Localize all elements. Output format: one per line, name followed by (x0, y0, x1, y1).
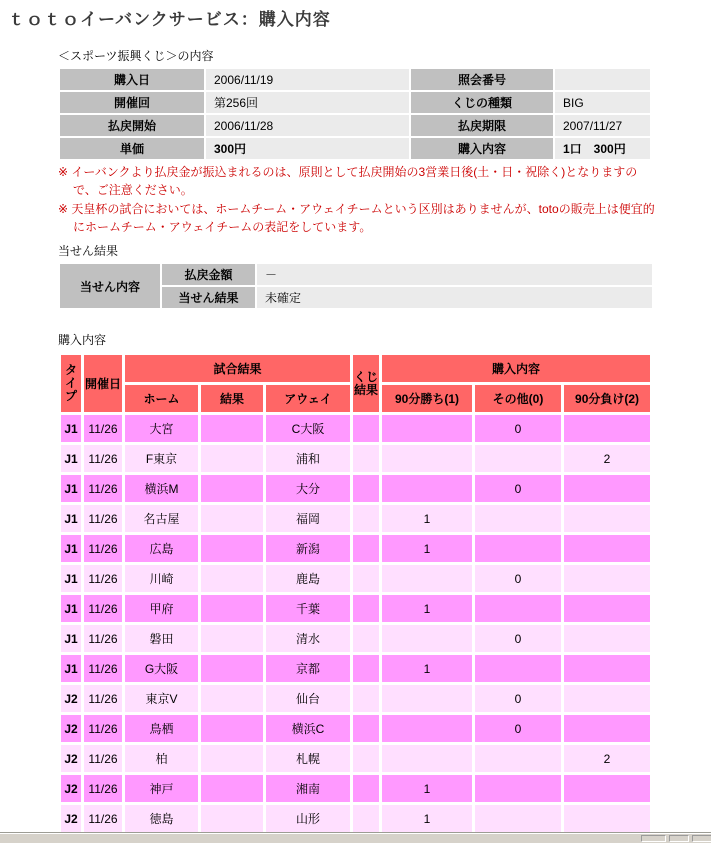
match-cell-date: 11/26 (84, 805, 122, 832)
match-cell-date: 11/26 (84, 505, 122, 532)
match-cell-result (201, 775, 263, 802)
match-cell-kuji (353, 805, 379, 832)
match-row (61, 535, 650, 562)
inquiry-number-value (555, 69, 650, 90)
match-cell-away: 清水 (266, 625, 350, 652)
match-cell-other (475, 805, 561, 832)
match-cell-other: 0 (475, 565, 561, 592)
match-cell-type: J1 (61, 415, 81, 442)
winning-result-heading: 当せん結果 (58, 244, 119, 258)
summary-row (60, 115, 650, 136)
match-cell-lose (564, 535, 650, 562)
away-column-header: アウェイ (266, 385, 350, 412)
match-cell-kuji (353, 685, 379, 712)
match-cell-win: 1 (382, 775, 472, 802)
notice-emperors-cup: ※ 天皇杯の試合においては、ホームチーム・アウェイチームという区別はありませんが、totoの販売上は便宜的にホームチーム・アウェイチームの表記をしています。 (58, 202, 655, 234)
match-cell-lose (564, 685, 650, 712)
match-row (61, 685, 650, 712)
win90-column-header: 90分勝ち(1) (382, 385, 472, 412)
match-cell-result (201, 685, 263, 712)
summary-row (60, 69, 650, 90)
purchase-group-header: 購入内容 (382, 355, 650, 382)
match-row (61, 715, 650, 742)
match-cell-type: J2 (61, 745, 81, 772)
match-cell-home: F東京 (125, 445, 198, 472)
match-cell-win (382, 715, 472, 742)
payout-amount-value: － (257, 264, 652, 285)
match-cell-away: 札幌 (266, 745, 350, 772)
home-column-header: ホーム (125, 385, 198, 412)
kuji-result-column-header: くじ結果 (353, 355, 379, 412)
match-cell-other (475, 535, 561, 562)
payout-deadline-value: 2007/11/27 (555, 115, 650, 136)
match-cell-type: J1 (61, 655, 81, 682)
match-cell-result (201, 475, 263, 502)
summary-row (60, 92, 650, 113)
purchase-content-heading: 購入内容 (58, 333, 107, 347)
match-cell-type: J1 (61, 595, 81, 622)
match-cell-result (201, 805, 263, 832)
match-cell-away: 湘南 (266, 775, 350, 802)
match-result-group-header: 試合結果 (125, 355, 350, 382)
match-cell-type: J1 (61, 475, 81, 502)
match-cell-lose (564, 805, 650, 832)
match-cell-lose: 2 (564, 745, 650, 772)
match-cell-home: 柏 (125, 745, 198, 772)
match-cell-home: 横浜M (125, 475, 198, 502)
match-cell-win: 1 (382, 655, 472, 682)
match-row (61, 775, 650, 802)
match-cell-away: 横浜C (266, 715, 350, 742)
match-cell-date: 11/26 (84, 775, 122, 802)
match-cell-lose (564, 415, 650, 442)
match-cell-kuji (353, 715, 379, 742)
match-cell-date: 11/26 (84, 655, 122, 682)
match-cell-kuji (353, 745, 379, 772)
match-cell-kuji (353, 505, 379, 532)
match-cell-away: 千葉 (266, 595, 350, 622)
match-cell-kuji (353, 775, 379, 802)
match-row (61, 595, 650, 622)
match-cell-type: J2 (61, 715, 81, 742)
match-cell-win (382, 625, 472, 652)
match-cell-type: J1 (61, 535, 81, 562)
payout-start-label: 払戻開始 (60, 115, 204, 136)
payout-amount-label: 払戻金額 (162, 264, 255, 285)
match-cell-away: 鹿島 (266, 565, 350, 592)
result-column-header: 結果 (201, 385, 263, 412)
match-cell-other: 0 (475, 685, 561, 712)
match-cell-date: 11/26 (84, 745, 122, 772)
match-cell-result (201, 745, 263, 772)
payout-deadline-label: 払戻期限 (411, 115, 553, 136)
lose90-column-header: 90分負け(2) (564, 385, 650, 412)
match-cell-away: 仙台 (266, 685, 350, 712)
purchase-date-label: 購入日 (60, 69, 204, 90)
purchase-content-value: 1口 300円 (555, 138, 650, 159)
purchase-content-table (58, 352, 653, 835)
winning-result-value: 未確定 (257, 287, 652, 308)
match-cell-date: 11/26 (84, 535, 122, 562)
match-cell-lose (564, 595, 650, 622)
match-cell-lose (564, 655, 650, 682)
match-cell-away: 京都 (266, 655, 350, 682)
match-cell-lose (564, 565, 650, 592)
match-cell-lose (564, 475, 650, 502)
date-column-header: 開催日 (84, 355, 122, 412)
match-cell-win (382, 685, 472, 712)
match-cell-home: 徳島 (125, 805, 198, 832)
lottery-type-value: BIG (555, 92, 650, 113)
winning-result-row (60, 264, 652, 285)
match-row (61, 565, 650, 592)
match-row (61, 505, 650, 532)
status-bar (0, 832, 711, 843)
match-cell-home: 名古屋 (125, 505, 198, 532)
match-cell-type: J1 (61, 445, 81, 472)
status-bar-pane (669, 835, 689, 842)
match-cell-kuji (353, 415, 379, 442)
match-cell-result (201, 535, 263, 562)
purchase-date-value: 2006/11/19 (206, 69, 409, 90)
lottery-section-label: ＜スポーツ振興くじ＞の内容 (58, 49, 214, 63)
unit-price-label: 単価 (60, 138, 204, 159)
match-cell-other (475, 445, 561, 472)
match-cell-other: 0 (475, 415, 561, 442)
summary-row (60, 138, 650, 159)
match-row (61, 415, 650, 442)
match-cell-type: J1 (61, 565, 81, 592)
match-cell-date: 11/26 (84, 445, 122, 472)
match-row (61, 655, 650, 682)
match-cell-win (382, 415, 472, 442)
match-cell-win (382, 475, 472, 502)
match-cell-date: 11/26 (84, 595, 122, 622)
match-cell-win (382, 745, 472, 772)
match-cell-lose (564, 775, 650, 802)
match-cell-home: G大阪 (125, 655, 198, 682)
match-cell-win: 1 (382, 805, 472, 832)
match-cell-win: 1 (382, 535, 472, 562)
page-title: ｔｏｔｏイーバンクサービス：購入内容 (8, 10, 331, 29)
match-cell-result (201, 505, 263, 532)
match-cell-away: C大阪 (266, 415, 350, 442)
match-cell-kuji (353, 655, 379, 682)
match-cell-home: 甲府 (125, 595, 198, 622)
winning-result-table (58, 262, 654, 310)
match-cell-date: 11/26 (84, 475, 122, 502)
match-cell-kuji (353, 565, 379, 592)
match-cell-away: 大分 (266, 475, 350, 502)
round-value: 第256回 (206, 92, 409, 113)
match-cell-kuji (353, 535, 379, 562)
match-cell-date: 11/26 (84, 685, 122, 712)
match-cell-kuji (353, 595, 379, 622)
match-cell-result (201, 415, 263, 442)
other-column-header: その他(0) (475, 385, 561, 412)
payout-start-value: 2006/11/28 (206, 115, 409, 136)
purchase-content-label: 購入内容 (411, 138, 553, 159)
winning-content-header: 当せん内容 (60, 264, 160, 308)
match-cell-lose (564, 715, 650, 742)
match-cell-other (475, 745, 561, 772)
purchase-table-body (61, 415, 650, 832)
inquiry-number-label: 照会番号 (411, 69, 553, 90)
match-cell-type: J1 (61, 505, 81, 532)
match-cell-type: J2 (61, 805, 81, 832)
status-bar-pane (692, 835, 711, 842)
match-cell-other: 0 (475, 475, 561, 502)
match-cell-kuji (353, 445, 379, 472)
match-cell-home: 広島 (125, 535, 198, 562)
match-cell-lose (564, 625, 650, 652)
purchase-header-row-1 (61, 355, 650, 382)
match-cell-other (475, 595, 561, 622)
match-cell-win (382, 445, 472, 472)
match-cell-home: 鳥栖 (125, 715, 198, 742)
match-cell-away: 福岡 (266, 505, 350, 532)
match-cell-other (475, 505, 561, 532)
match-cell-lose (564, 505, 650, 532)
match-cell-away: 浦和 (266, 445, 350, 472)
match-cell-home: 東京V (125, 685, 198, 712)
match-cell-date: 11/26 (84, 625, 122, 652)
match-cell-type: J2 (61, 775, 81, 802)
match-cell-date: 11/26 (84, 565, 122, 592)
type-column-header: タイプ (61, 355, 81, 412)
match-row (61, 745, 650, 772)
notice-list (58, 163, 658, 237)
match-cell-win: 1 (382, 595, 472, 622)
round-label: 開催回 (60, 92, 204, 113)
match-cell-date: 11/26 (84, 415, 122, 442)
match-row (61, 805, 650, 832)
match-cell-result (201, 565, 263, 592)
lottery-type-label: くじの種類 (411, 92, 553, 113)
unit-price-value: 300円 (206, 138, 409, 159)
match-cell-home: 大宮 (125, 415, 198, 442)
match-cell-win (382, 565, 472, 592)
match-cell-result (201, 715, 263, 742)
match-cell-result (201, 625, 263, 652)
match-row (61, 475, 650, 502)
match-cell-other: 0 (475, 625, 561, 652)
match-cell-home: 川崎 (125, 565, 198, 592)
match-cell-result (201, 595, 263, 622)
match-cell-home: 神戸 (125, 775, 198, 802)
status-bar-pane (641, 835, 666, 842)
match-cell-other (475, 655, 561, 682)
match-cell-win: 1 (382, 505, 472, 532)
match-cell-result (201, 655, 263, 682)
match-cell-lose: 2 (564, 445, 650, 472)
match-cell-type: J2 (61, 685, 81, 712)
match-row (61, 445, 650, 472)
match-cell-other (475, 775, 561, 802)
match-row (61, 625, 650, 652)
match-cell-home: 磐田 (125, 625, 198, 652)
purchase-summary-table (58, 67, 652, 161)
match-cell-other: 0 (475, 715, 561, 742)
match-cell-away: 山形 (266, 805, 350, 832)
notice-payout: ※ イーバンクより払戻金が振込まれるのは、原則として払戻開始の3営業日後(土・日・祝除く)となりますので、ご注意ください。 (58, 165, 638, 197)
match-cell-away: 新潟 (266, 535, 350, 562)
match-cell-type: J1 (61, 625, 81, 652)
match-cell-date: 11/26 (84, 715, 122, 742)
match-cell-result (201, 445, 263, 472)
match-cell-kuji (353, 475, 379, 502)
match-cell-kuji (353, 625, 379, 652)
winning-result-label: 当せん結果 (162, 287, 255, 308)
